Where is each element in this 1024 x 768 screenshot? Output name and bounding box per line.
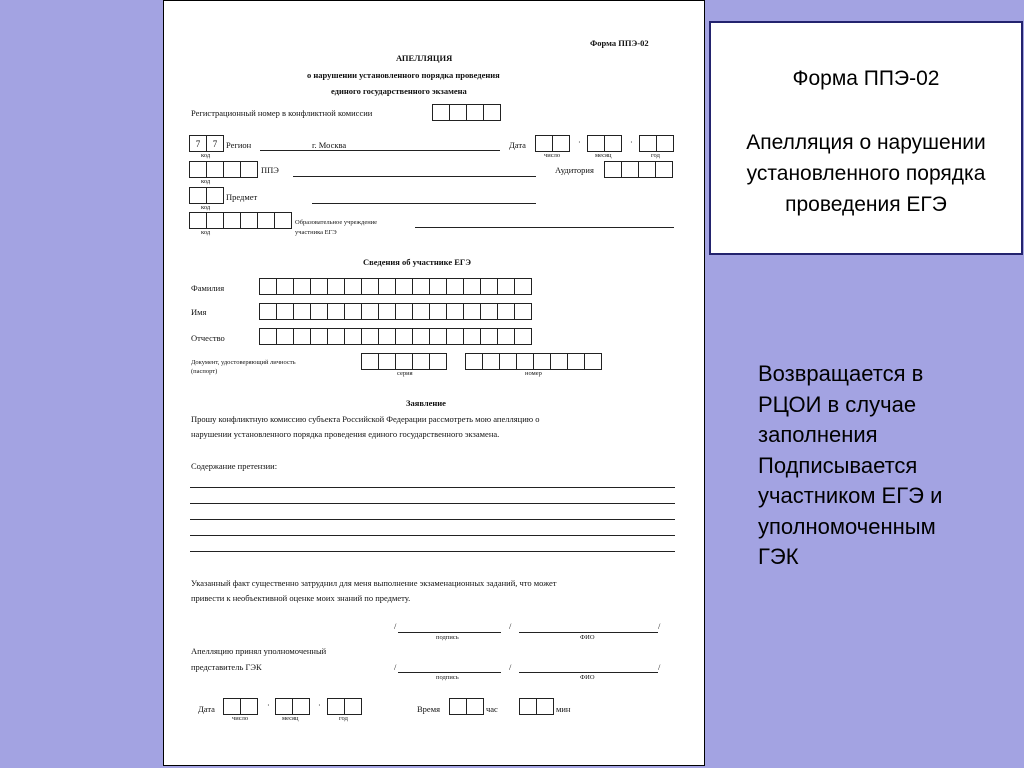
letter-cell[interactable] — [259, 278, 277, 295]
subject-code-cells[interactable] — [190, 187, 224, 204]
day-caption: число — [232, 715, 249, 722]
passport-series-cells[interactable] — [362, 353, 447, 370]
passport-number-cells[interactable] — [466, 353, 602, 370]
letter-cell[interactable] — [412, 328, 430, 345]
claim-line[interactable] — [190, 487, 675, 488]
form-description-panel — [709, 21, 1023, 255]
region-digit: 7 — [206, 135, 224, 152]
patronymic-cells[interactable] — [260, 328, 532, 345]
letter-cell[interactable] — [259, 303, 277, 320]
ppe-line — [293, 176, 536, 177]
slash: / — [509, 621, 512, 631]
date-dot: · — [630, 137, 633, 147]
code-caption: код — [201, 152, 211, 159]
ppe-label: ППЭ — [261, 165, 279, 175]
signature-caption: подпись — [436, 634, 459, 641]
date-year-cells[interactable] — [640, 135, 674, 152]
letter-cell[interactable] — [514, 278, 532, 295]
min-label: мин — [556, 704, 571, 714]
school-code-cells[interactable] — [190, 212, 292, 229]
letter-cell[interactable] — [378, 278, 396, 295]
year-caption: год — [651, 152, 660, 159]
letter-cell[interactable] — [412, 303, 430, 320]
appeal-form-document — [163, 0, 705, 766]
slash: / — [658, 621, 661, 631]
letter-cell[interactable] — [327, 328, 345, 345]
date-dot: · — [267, 700, 270, 710]
month-caption: месяц — [282, 715, 299, 722]
school-label-1: Образовательное учреждение — [295, 219, 378, 226]
letter-cell[interactable] — [395, 328, 413, 345]
surname-label: Фамилия — [191, 283, 225, 293]
form-code: Форма ППЭ-02 — [590, 38, 649, 48]
slash: / — [394, 662, 397, 672]
letter-cell[interactable] — [446, 328, 464, 345]
fio-caption: ФИО — [580, 634, 595, 641]
letter-cell[interactable] — [293, 328, 311, 345]
time-label: Время — [417, 704, 440, 714]
note-line: ГЭК — [758, 544, 799, 569]
letter-cell[interactable] — [480, 278, 498, 295]
letter-cell[interactable] — [446, 303, 464, 320]
hour-cells[interactable] — [450, 698, 484, 715]
signature-caption: подпись — [436, 674, 459, 681]
patronymic-label: Отчество — [191, 333, 225, 343]
letter-cell[interactable] — [276, 278, 294, 295]
letter-cell[interactable] — [480, 303, 498, 320]
letter-cell[interactable] — [361, 303, 379, 320]
date-month-cells[interactable] — [588, 135, 622, 152]
bottom-day-cells[interactable] — [224, 698, 258, 715]
letter-cell[interactable] — [378, 303, 396, 320]
letter-cell[interactable] — [361, 328, 379, 345]
gek-fio-line[interactable] — [519, 672, 658, 673]
bottom-year-cells[interactable] — [328, 698, 362, 715]
letter-cell[interactable] — [276, 328, 294, 345]
name-label: Имя — [191, 307, 207, 317]
region-label: Регион — [226, 140, 252, 150]
letter-cell[interactable] — [327, 303, 345, 320]
note-line: Подписывается — [758, 452, 918, 478]
region-digit: 7 — [189, 135, 207, 152]
letter-cell[interactable] — [497, 328, 515, 345]
form-title: АПЕЛЛЯЦИЯ — [396, 53, 453, 63]
reg-number-label: Регистрационный номер в конфликтной комиссии — [191, 108, 373, 118]
code-caption: код — [201, 229, 211, 236]
fio-caption: ФИО — [580, 674, 595, 681]
letter-cell[interactable] — [378, 328, 396, 345]
fact-line-1: Указанный факт существенно затруднил для меня выполнение экзаменационных заданий, что может — [191, 578, 557, 588]
school-label-2: участника ЕГЭ — [295, 229, 337, 236]
letter-cell[interactable] — [395, 278, 413, 295]
document-label-1: Документ, удостоверяющий личность — [191, 359, 296, 366]
surname-cells[interactable] — [260, 278, 532, 295]
letter-cell[interactable] — [429, 303, 447, 320]
letter-cell[interactable] — [310, 303, 328, 320]
participant-fio-line[interactable] — [519, 632, 658, 633]
form-subtitle-2: единого государственного экзамена — [331, 86, 467, 96]
claim-line[interactable] — [190, 551, 675, 552]
note-line: РЦОИ в случае — [758, 391, 917, 417]
form-subtitle-1: о нарушении установленного порядка проведения — [307, 70, 500, 80]
subject-label: Предмет — [226, 192, 258, 202]
date-dot: · — [318, 700, 321, 710]
slash: / — [509, 662, 512, 672]
hour-label: час — [486, 704, 498, 714]
statement-line-1: Прошу конфликтную комиссию субъекта Российской Федерации рассмотреть мою апелляцию о — [191, 414, 540, 424]
letter-cell[interactable] — [310, 328, 328, 345]
letter-cell[interactable] — [497, 303, 515, 320]
letter-cell[interactable] — [497, 278, 515, 295]
letter-cell[interactable] — [361, 278, 379, 295]
series-caption: серия — [397, 370, 413, 377]
date-dot: · — [578, 137, 581, 147]
fact-line-2: привести к необъективной оценке моих знаний по предмету. — [191, 593, 411, 603]
auditorium-cells[interactable] — [605, 161, 673, 178]
year-caption: год — [339, 715, 348, 722]
statement-line-2: нарушении установленного порядка проведения единого государственного экзамена. — [191, 429, 500, 439]
claim-line[interactable] — [190, 519, 675, 520]
date-label: Дата — [509, 140, 526, 150]
name-cells[interactable] — [260, 303, 532, 320]
letter-cell[interactable] — [514, 328, 532, 345]
note-line: уполномоченным — [758, 513, 936, 539]
bottom-date-label: Дата — [198, 704, 215, 714]
date-day-cells[interactable] — [536, 135, 570, 152]
panel-title: Форма ППЭ-02 — [792, 67, 940, 90]
code-caption: код — [201, 204, 211, 211]
note-line: Возвращается в — [758, 361, 924, 386]
letter-cell[interactable] — [293, 278, 311, 295]
region-code-cells[interactable] — [190, 135, 224, 152]
letter-cell[interactable] — [310, 278, 328, 295]
letter-cell[interactable] — [327, 278, 345, 295]
usage-note — [758, 359, 1018, 573]
letter-cell[interactable] — [412, 278, 430, 295]
accepted-label-2: представитель ГЭК — [191, 662, 262, 672]
school-line — [415, 227, 674, 228]
slash: / — [658, 662, 661, 672]
panel-description: Апелляция о нарушении установленного порядка проведения ЕГЭ — [746, 131, 986, 216]
note-line: заполнения — [758, 422, 878, 447]
letter-cell[interactable] — [395, 303, 413, 320]
region-value: г. Москва — [312, 140, 347, 150]
letter-cell[interactable] — [429, 278, 447, 295]
letter-cell[interactable] — [429, 328, 447, 345]
letter-cell[interactable] — [446, 278, 464, 295]
number-caption: номер — [525, 370, 542, 377]
letter-cell[interactable] — [344, 328, 362, 345]
accepted-label-1: Апелляцию принял уполномоченный — [191, 646, 327, 656]
claim-label: Содержание претензии: — [191, 461, 278, 471]
letter-cell[interactable] — [463, 328, 481, 345]
bottom-month-cells[interactable] — [276, 698, 310, 715]
participant-signature-line[interactable] — [398, 632, 501, 633]
letter-cell[interactable] — [293, 303, 311, 320]
participant-heading: Сведения об участнике ЕГЭ — [363, 257, 472, 267]
ppe-code-cells[interactable] — [190, 161, 258, 178]
letter-cell[interactable] — [463, 303, 481, 320]
auditorium-label: Аудитория — [555, 165, 594, 175]
day-caption: число — [544, 152, 561, 159]
letter-cell[interactable] — [514, 303, 532, 320]
letter-cell[interactable] — [259, 328, 277, 345]
claim-line[interactable] — [190, 503, 675, 504]
note-line: участником ЕГЭ и — [758, 483, 943, 508]
document-label-2: (паспорт) — [191, 368, 218, 375]
subject-line — [312, 203, 536, 204]
letter-cell[interactable] — [463, 278, 481, 295]
reg-number-cells[interactable] — [433, 104, 501, 121]
minute-cells[interactable] — [520, 698, 554, 715]
month-caption: месяц — [595, 152, 612, 159]
gek-signature-line[interactable] — [398, 672, 501, 673]
region-line — [260, 150, 500, 151]
slash: / — [394, 621, 397, 631]
letter-cell[interactable] — [276, 303, 294, 320]
letter-cell[interactable] — [344, 303, 362, 320]
letter-cell[interactable] — [344, 278, 362, 295]
code-caption: код — [201, 178, 211, 185]
statement-heading: Заявление — [406, 398, 446, 408]
claim-line[interactable] — [190, 535, 675, 536]
letter-cell[interactable] — [480, 328, 498, 345]
